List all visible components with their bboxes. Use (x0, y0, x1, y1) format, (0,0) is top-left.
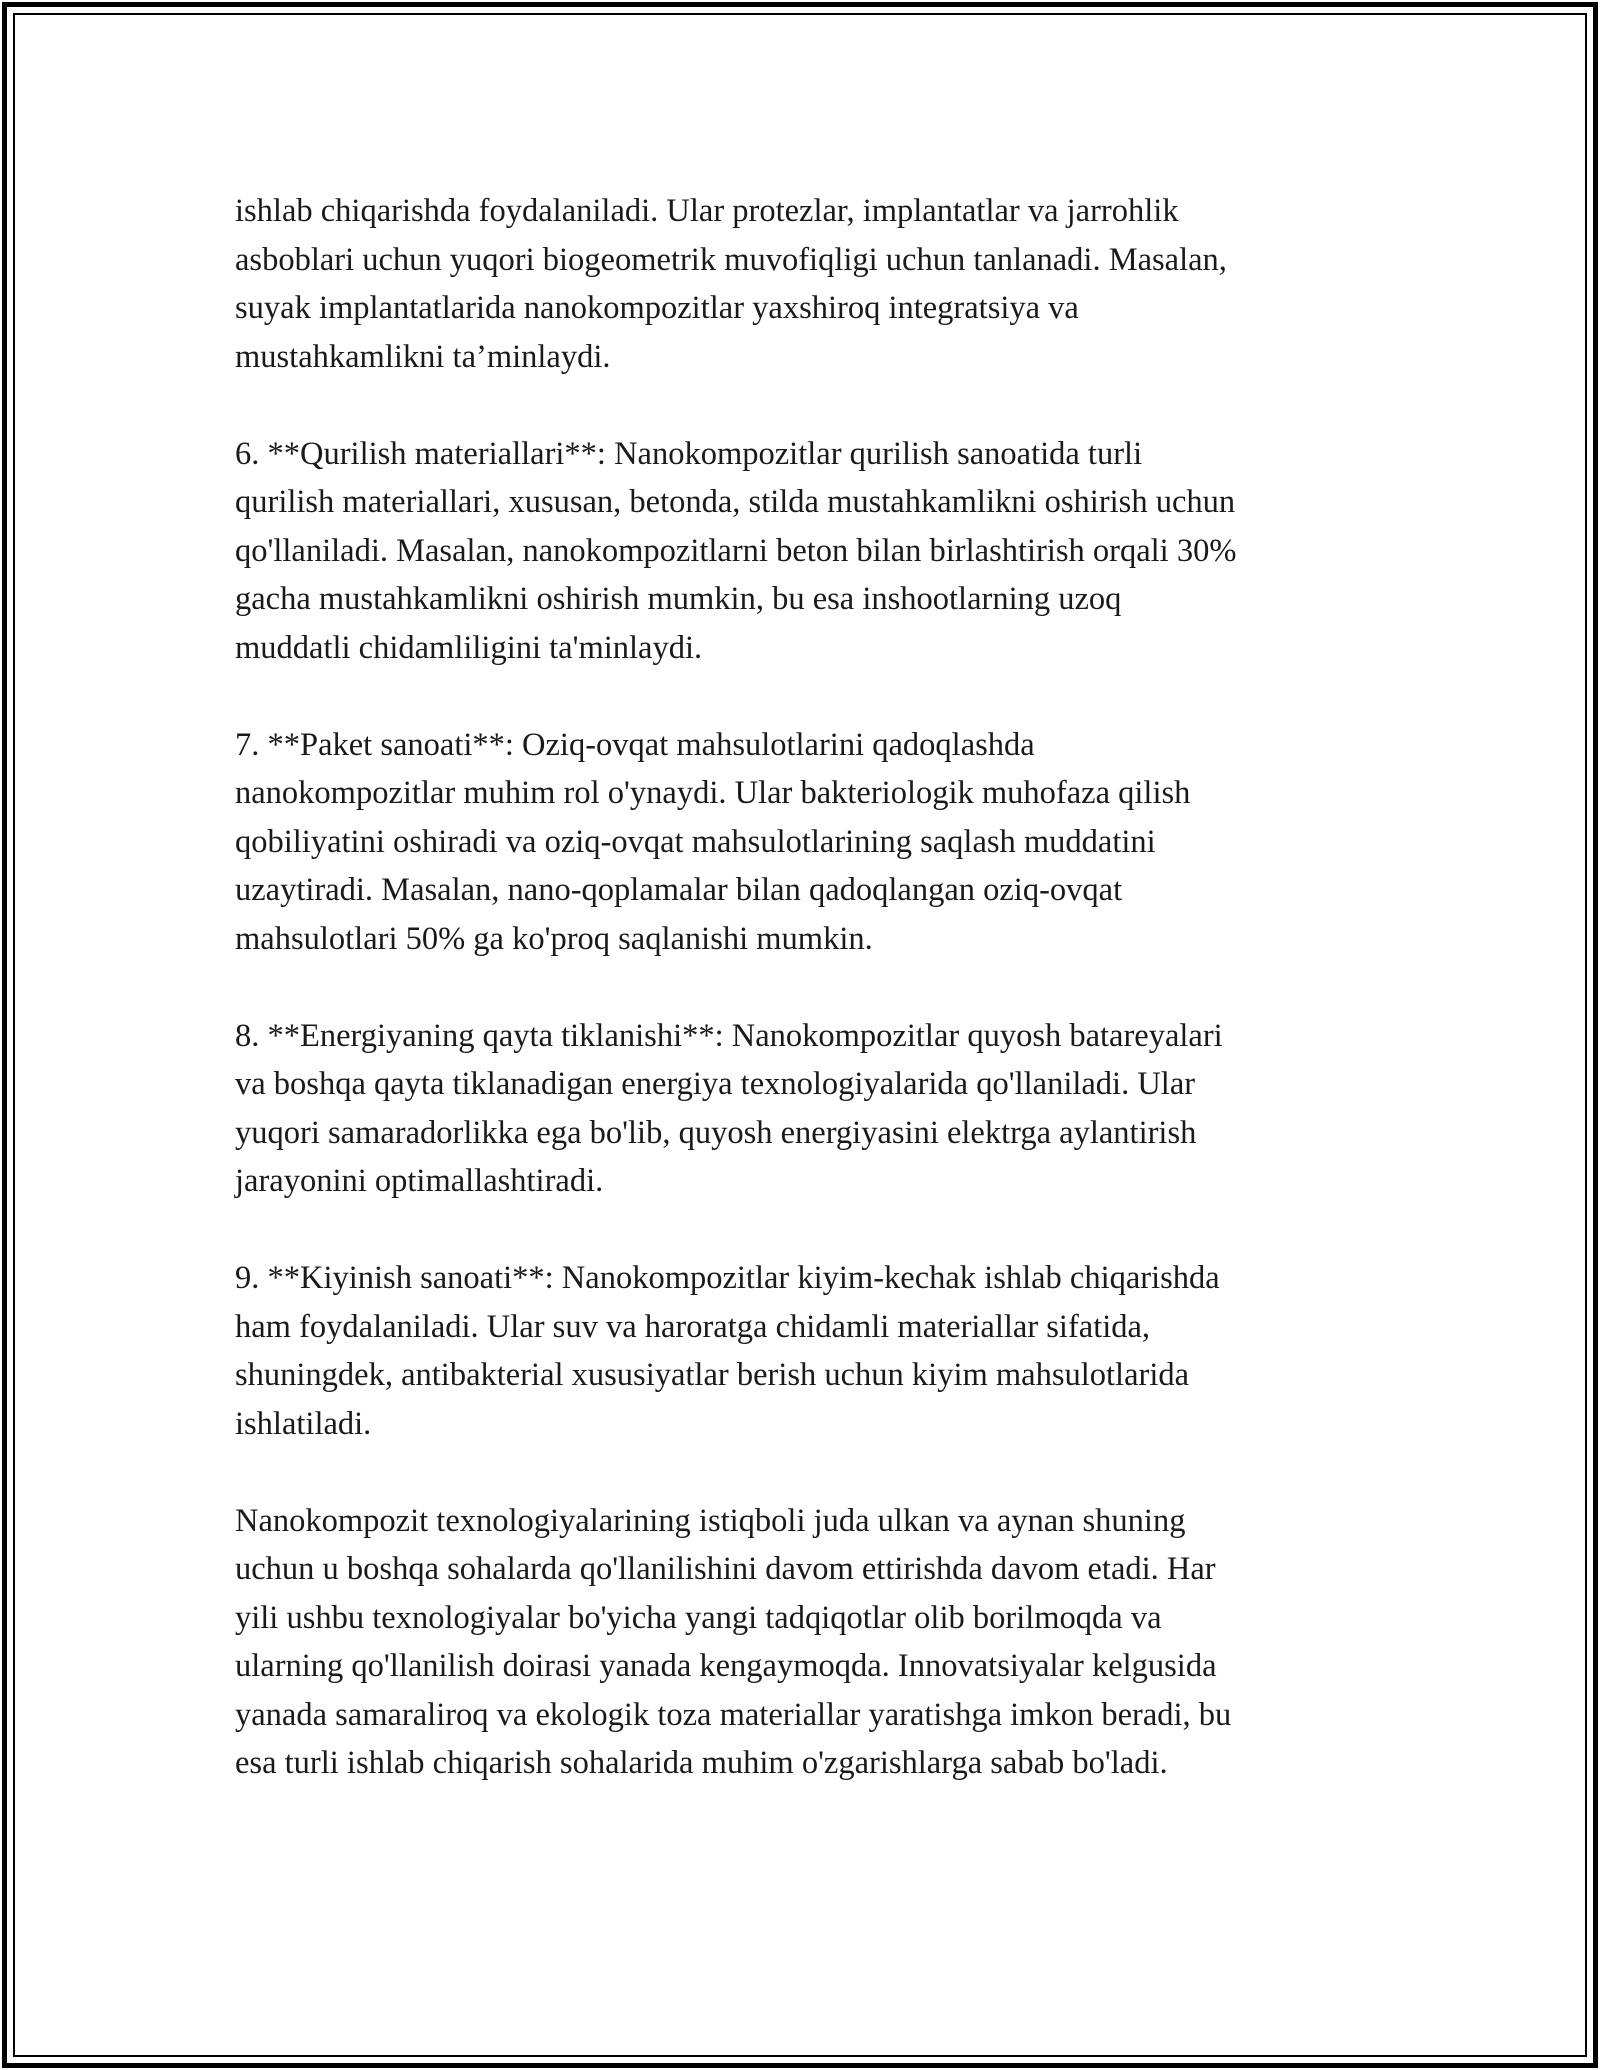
text-line: muddatli chidamliligini ta'minlaydi. (235, 629, 703, 666)
text-line: ularning qo'llanilish doirasi yanada kengaymoqda. Innovatsiyalar kelgusida (235, 1648, 1217, 1684)
text-line: yili ushbu texnologiyalar bo'yicha yangi tadqiqotlar olib borilmoqda va (235, 1599, 1162, 1636)
text-line: ham foydalaniladi. Ular suv va haroratga chidamli materiallar sifatida, (235, 1308, 1151, 1345)
text-line: ishlatiladi. (235, 1405, 372, 1442)
text-line: 7. **Paket sanoati**: Oziq-ovqat mahsulotlarini qadoqlashda (235, 726, 1035, 763)
paragraph-item-6-construction (235, 430, 1395, 673)
text-line: esa turli ishlab chiqarish sohalarida muhim o'zgarishlarga sabab bo'ladi. (235, 1745, 1168, 1781)
text-line: 8. **Energiyaning qayta tiklanishi**: Nanokompozitlar quyosh batareyalari (235, 1017, 1223, 1054)
text-line: nanokompozitlar muhim rol o'ynaydi. Ular bakteriologik muhofaza qilish (235, 775, 1191, 811)
text-line: jarayonini optimallashtiradi. (235, 1163, 604, 1199)
paragraph-conclusion (235, 1497, 1395, 1788)
paragraph-item-9-clothing (235, 1254, 1395, 1448)
text-line: mahsulotlari 50% ga ko'proq saqlanishi mumkin. (235, 920, 873, 957)
text-line: va boshqa qayta tiklanadigan energiya texnologiyalarida qo'llaniladi. Ular (235, 1066, 1196, 1102)
text-line: qurilish materiallari, xususan, betonda, stilda mustahkamlikni oshirish uchun (235, 484, 1236, 520)
text-line: ishlab chiqarishda foydalaniladi. Ular protezlar, implantatlar va jarrohlik (235, 193, 1179, 229)
text-line: qo'llaniladi. Masalan, nanokompozitlarni beton bilan birlashtirish orqali 30% (235, 532, 1237, 569)
text-line: yanada samaraliroq va ekologik toza materiallar yaratishga imkon beradi, bu (235, 1696, 1232, 1733)
text-line: 6. **Qurilish materiallari**: Nanokompozitlar qurilish sanoatida turli (235, 435, 1143, 472)
text-line: uchun u boshqa sohalarda qo'llanilishini davom ettirishda davom etadi. Har (235, 1551, 1216, 1587)
document-body (235, 187, 1395, 1788)
text-line: shuningdek, antibakterial xususiyatlar berish uchun kiyim mahsulotlarida (235, 1357, 1190, 1393)
text-line: Nanokompozit texnologiyalarining istiqboli juda ulkan va aynan shuning (235, 1502, 1186, 1539)
text-line: yuqori samaradorlikka ega bo'lib, quyosh energiyasini elektrga aylantirish (235, 1114, 1197, 1151)
text-line: mustahkamlikni ta’minlaydi. (235, 338, 611, 375)
text-line: uzaytiradi. Masalan, nano-qoplamalar bilan qadoqlangan oziq-ovqat (235, 872, 1123, 908)
text-line: 9. **Kiyinish sanoati**: Nanokompozitlar kiyim-kechak ishlab chiqarishda (235, 1260, 1220, 1296)
paragraph-item-8-energy (235, 1012, 1395, 1206)
paragraph-medical-continued (235, 187, 1395, 381)
paragraph-item-7-packaging (235, 721, 1395, 964)
text-line: asboblari uchun yuqori biogeometrik muvofiqligi uchun tanlanadi. Masalan, (235, 241, 1227, 278)
text-line: suyak implantatlarida nanokompozitlar yaxshiroq integratsiya va (235, 290, 1079, 326)
text-line: qobiliyatini oshiradi va oziq-ovqat mahsulotlarining saqlash muddatini (235, 823, 1156, 860)
text-line: gacha mustahkamlikni oshirish mumkin, bu esa inshootlarning uzoq (235, 581, 1122, 617)
